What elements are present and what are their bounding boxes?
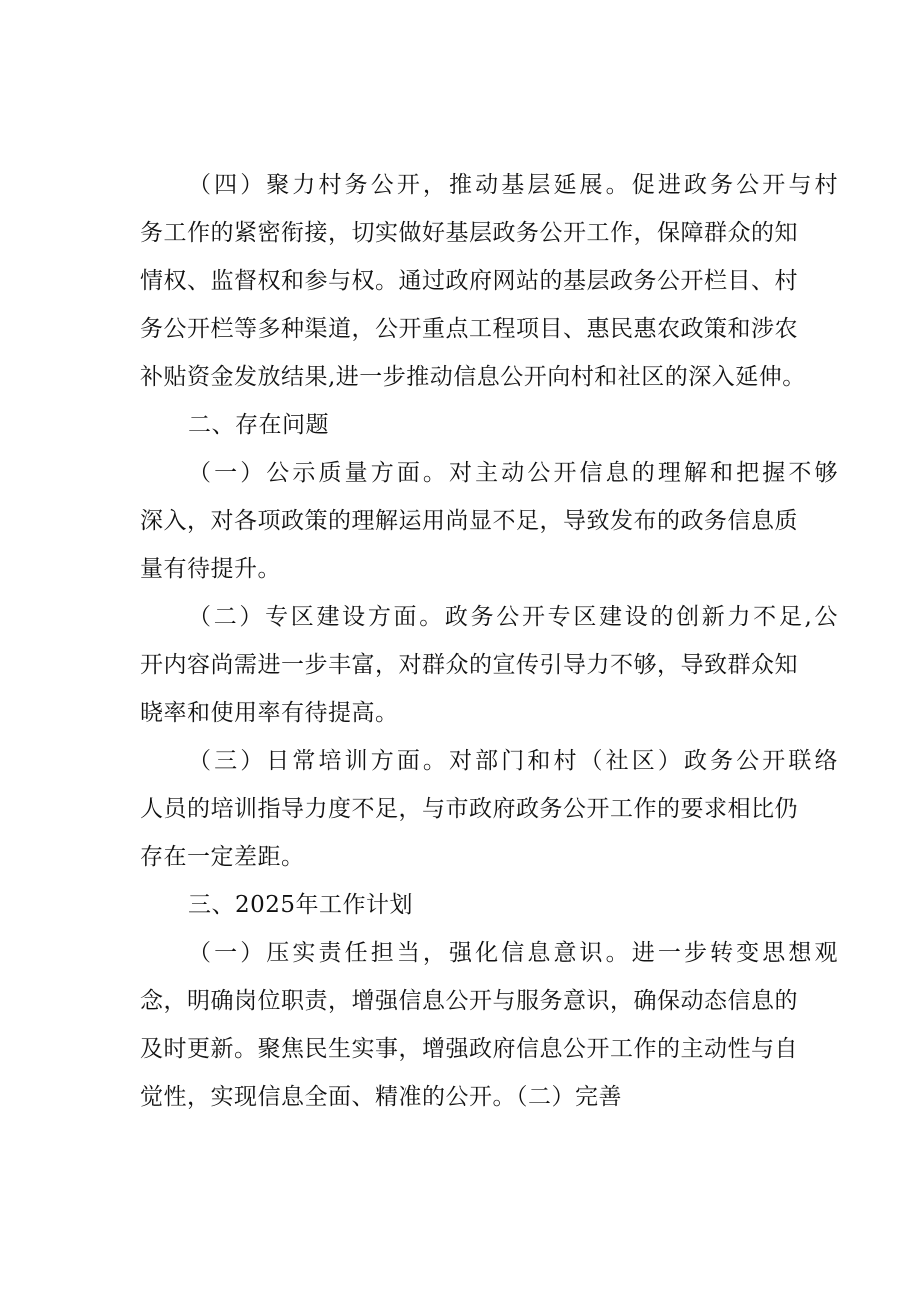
issue-3-line-1: （三）日常培训方面。对部门和村（社区）政务公开联络 (188, 748, 838, 774)
plan-1-line-1: （一）压实责任担当，强化信息意识。进一步转变思想观 (188, 940, 838, 966)
issue-1-line-3: 量有待提升。 (140, 556, 281, 582)
issue-3-line-2: 人员的培训指导力度不足，与市政府政务公开工作的要求相比仍 (140, 796, 798, 822)
issue-2-line-3: 晓率和使用率有待提高。 (140, 700, 399, 726)
paragraph-4-line-4: 务公开栏等多种渠道，公开重点工程项目、惠民惠农政策和涉农 (140, 316, 798, 342)
paragraph-4-line-3: 情权、监督权和参与权。通过政府网站的基层政务公开栏目、村 (140, 268, 798, 294)
section-heading-issues: 二、存在问题 (188, 412, 329, 438)
issue-2-line-2: 开内容尚需进一步丰富，对群众的宣传引导力不够，导致群众知 (140, 652, 798, 678)
issue-1-line-1: （一）公示质量方面。对主动公开信息的理解和把握不够 (188, 460, 838, 486)
issue-1-line-2: 深入，对各项政策的理解运用尚显不足，导致发布的政务信息质 (140, 508, 798, 534)
paragraph-4-line-1: （四）聚力村务公开，推动基层延展。促进政务公开与村 (188, 172, 838, 198)
plan-1-line-2: 念，明确岗位职责，增强信息公开与服务意识，确保动态信息的 (140, 988, 798, 1014)
plan-1-line-3: 及时更新。聚焦民生实事，增强政府信息公开工作的主动性与自 (140, 1036, 798, 1062)
issue-2-line-1: （二）专区建设方面。政务公开专区建设的创新力不足,公 (188, 604, 838, 630)
issue-3-line-3: 存在一定差距。 (140, 844, 305, 870)
plan-1-line-4: 觉性，实现信息全面、精准的公开。（二）完善 (140, 1084, 622, 1110)
section-heading-plan: 三、2025年工作计划 (188, 892, 414, 918)
paragraph-4-line-5: 补贴资金发放结果,进一步推动信息公开向村和社区的深入延伸。 (140, 364, 806, 390)
paragraph-4-line-2: 务工作的紧密衔接，切实做好基层政务公开工作，保障群众的知 (140, 220, 798, 246)
